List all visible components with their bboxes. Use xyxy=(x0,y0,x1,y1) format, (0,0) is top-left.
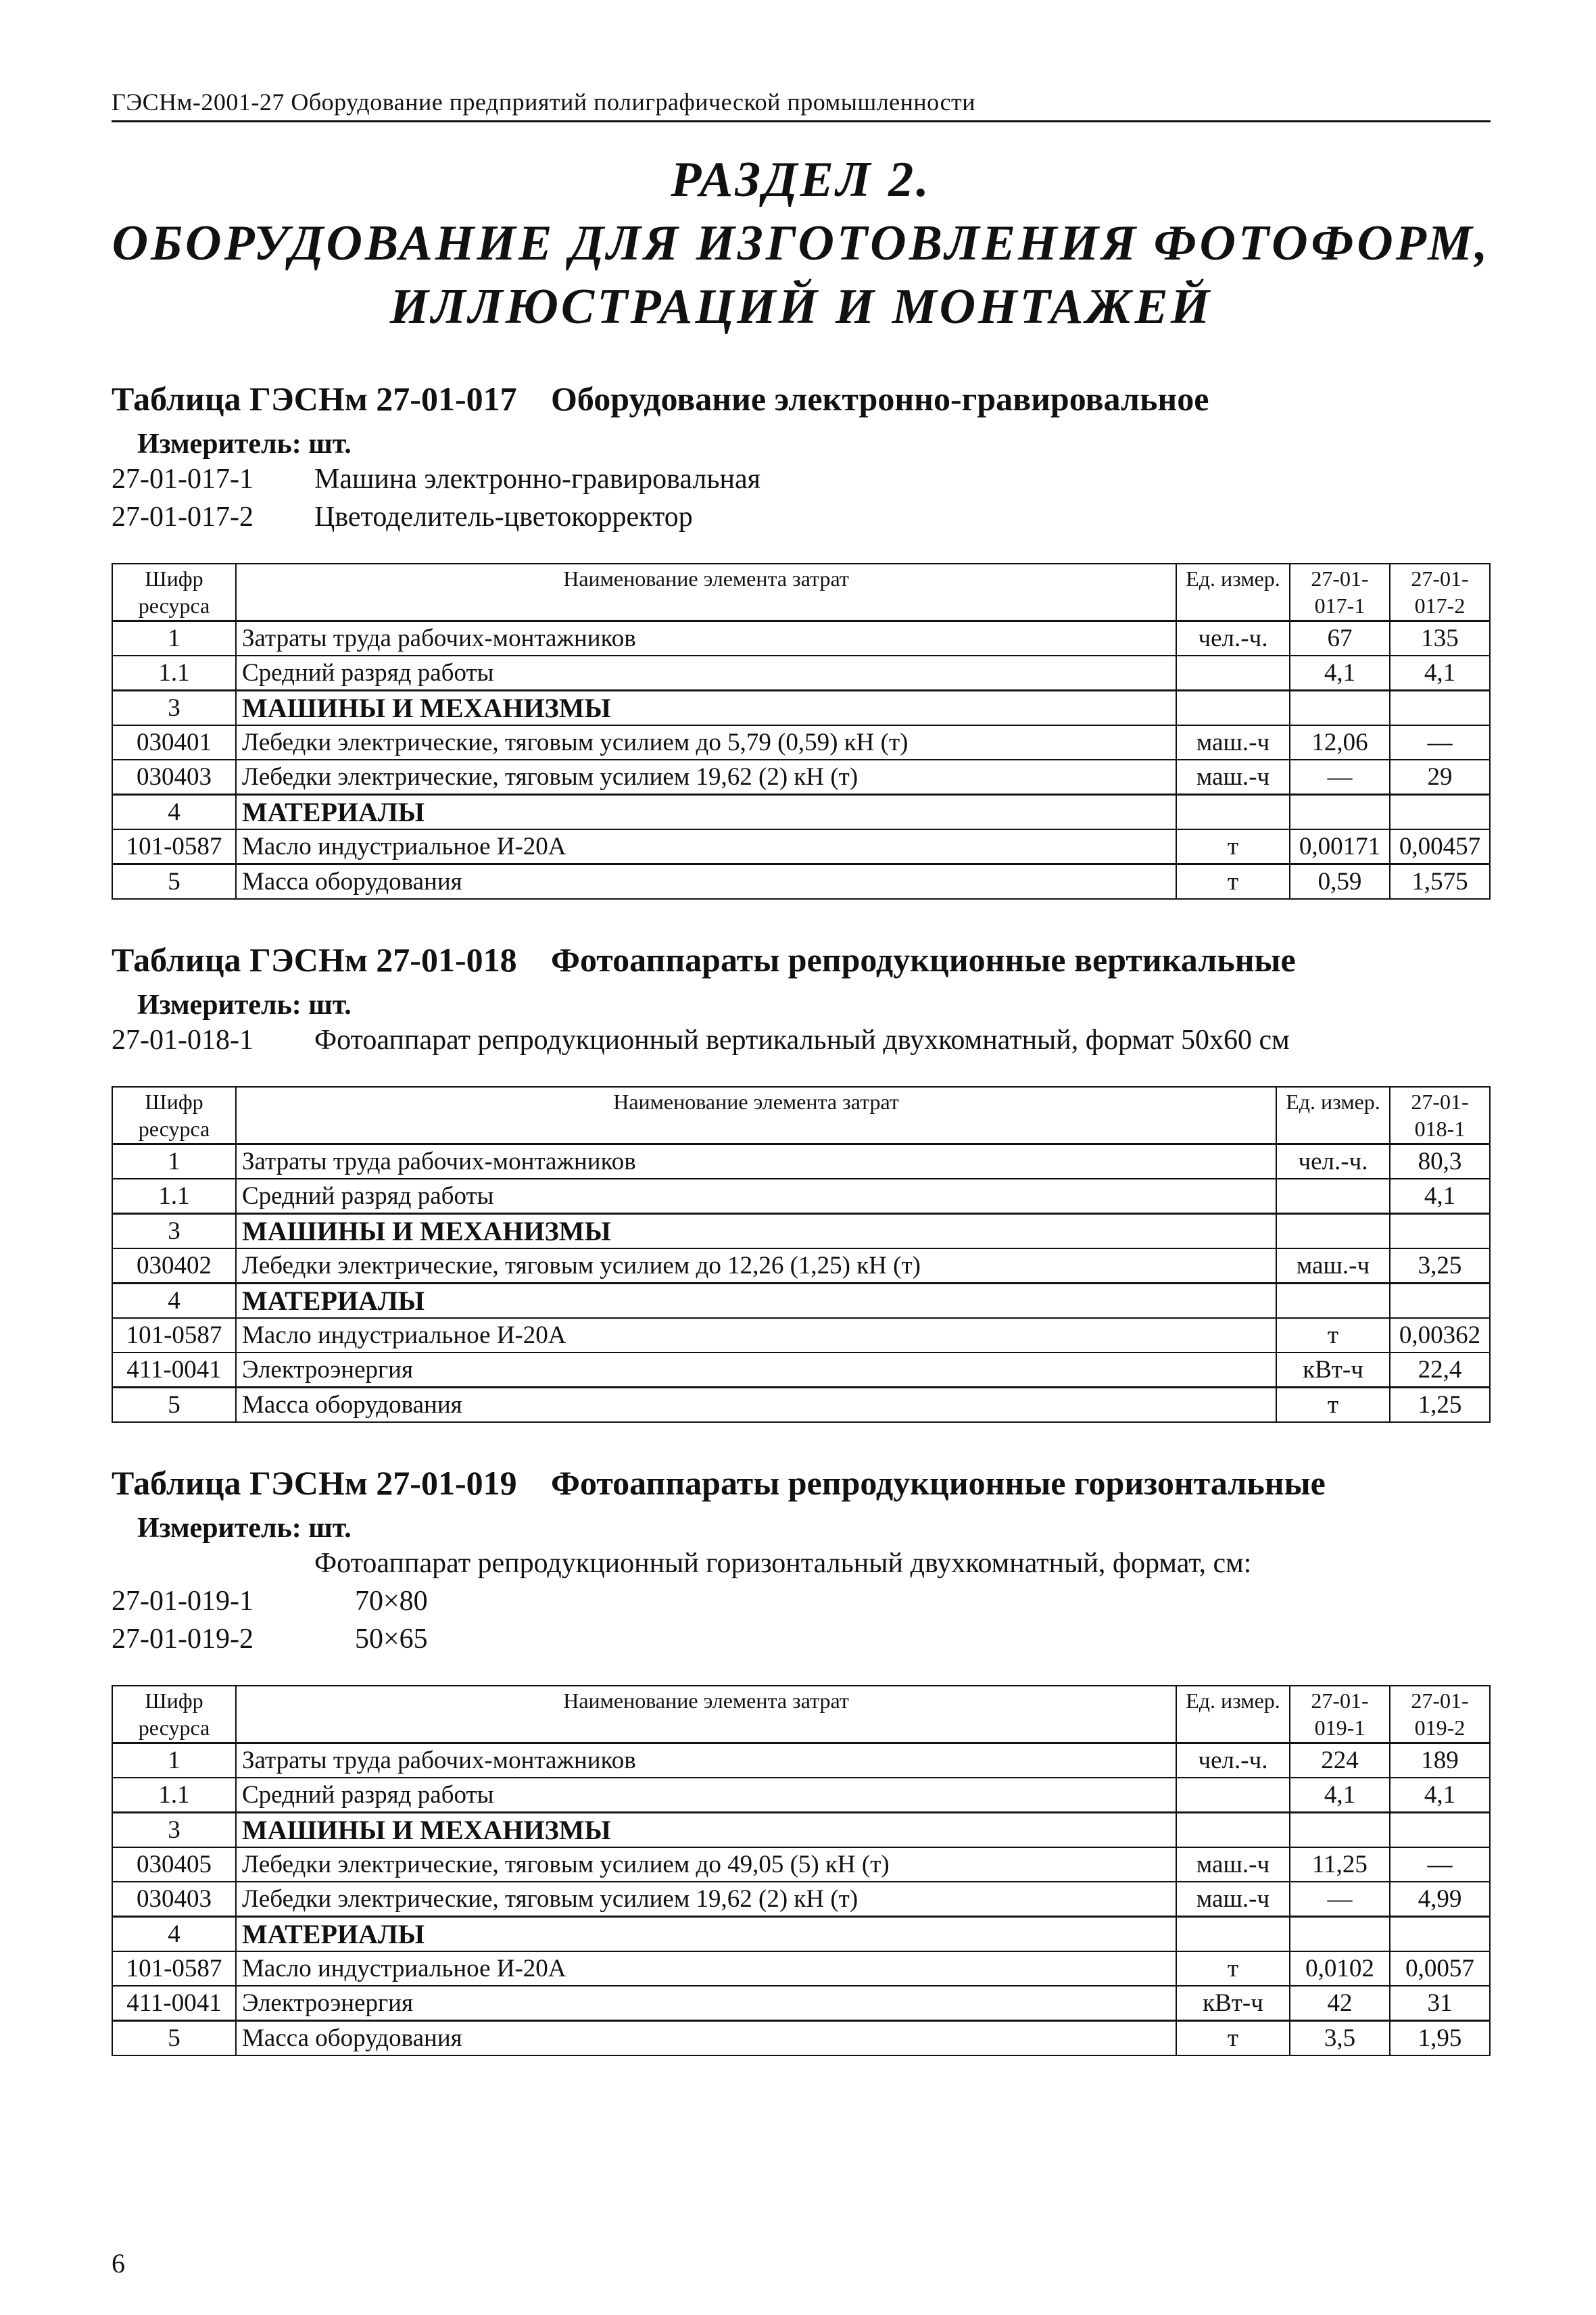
cell-name: МАШИНЫ И МЕХАНИЗМЫ xyxy=(236,691,1176,726)
cell-code: 3 xyxy=(112,691,236,726)
cell-value xyxy=(1390,1813,1490,1848)
cell-code: 3 xyxy=(112,1813,236,1848)
cell-code: 030403 xyxy=(112,760,236,795)
cell-code: 411-0041 xyxy=(112,1986,236,2021)
cell-value: 0,59 xyxy=(1290,864,1390,900)
cell-code: 4 xyxy=(112,795,236,830)
table-2-heading xyxy=(112,940,1491,979)
table-row xyxy=(112,1951,1490,1986)
cell-unit xyxy=(1276,1284,1390,1319)
table-1-item xyxy=(112,460,1491,498)
cell-name: Средний разряд работы xyxy=(236,656,1176,691)
cell-value: 189 xyxy=(1390,1743,1490,1778)
table-row xyxy=(112,1284,1490,1319)
cell-name: Средний разряд работы xyxy=(236,1778,1176,1813)
cell-value: 0,00457 xyxy=(1390,829,1490,864)
table-2 xyxy=(112,1086,1491,1423)
table-row xyxy=(112,1917,1490,1952)
table-1-item-text: Машина электронно-гравировальная xyxy=(314,464,760,495)
header-col-1: 27-01-018-1 xyxy=(1390,1087,1490,1144)
table-3 xyxy=(112,1685,1491,2056)
table-row xyxy=(112,656,1490,691)
table-row xyxy=(112,1179,1490,1214)
cell-unit xyxy=(1276,1179,1390,1214)
cell-value: — xyxy=(1390,725,1490,760)
table-1-item-code: 27-01-017-1 xyxy=(112,464,253,495)
cell-unit: кВт-ч xyxy=(1176,1986,1290,2021)
section-title-line-3: ИЛЛЮСТРАЦИЙ И МОНТАЖЕЙ xyxy=(389,279,1213,335)
document-page xyxy=(112,88,1491,2056)
header-col-1: 27-01-017-1 xyxy=(1290,564,1390,621)
table-1-code: Таблица ГЭСНм 27-01-017 xyxy=(112,380,517,418)
table-2-meter: Измеритель: шт. xyxy=(137,990,352,1021)
section-title-line-2: ОБОРУДОВАНИЕ ДЛЯ ИЗГОТОВЛЕНИЯ ФОТОФОРМ, xyxy=(112,216,1491,271)
cell-code: 5 xyxy=(112,1388,236,1423)
header-unit: Ед. измер. xyxy=(1176,564,1290,621)
table-1-heading xyxy=(112,379,1491,418)
header-col-2: 27-01-019-2 xyxy=(1390,1686,1490,1743)
cell-unit: кВт-ч xyxy=(1276,1353,1390,1388)
cell-name: Затраты труда рабочих-монтажников xyxy=(236,621,1176,656)
table-3-item xyxy=(112,1582,1491,1620)
table-row xyxy=(112,829,1490,864)
table-2-item xyxy=(112,1021,1491,1059)
table-row xyxy=(112,2021,1490,2056)
table-1-item-code: 27-01-017-2 xyxy=(112,502,253,533)
cell-value: 3,25 xyxy=(1390,1248,1490,1284)
header-code: Шифр ресурса xyxy=(112,1087,236,1144)
cell-code: 1 xyxy=(112,1144,236,1179)
cell-value: — xyxy=(1290,1882,1390,1917)
cell-value xyxy=(1390,1917,1490,1952)
table-row xyxy=(112,1813,1490,1848)
cell-unit xyxy=(1176,691,1290,726)
cell-value: 29 xyxy=(1390,760,1490,795)
cell-value: 135 xyxy=(1390,621,1490,656)
cell-unit: чел.-ч. xyxy=(1176,621,1290,656)
cell-name: МАТЕРИАЛЫ xyxy=(236,1284,1276,1319)
cell-name: МАШИНЫ И МЕХАНИЗМЫ xyxy=(236,1813,1176,1848)
cell-code: 1.1 xyxy=(112,1179,236,1214)
table-row xyxy=(112,1778,1490,1813)
cell-unit: т xyxy=(1176,829,1290,864)
cell-unit xyxy=(1176,656,1290,691)
cell-value xyxy=(1290,1917,1390,1952)
cell-name: Масло индустриальное И-20А xyxy=(236,1318,1276,1353)
cell-value: 22,4 xyxy=(1390,1353,1490,1388)
cell-unit: маш.-ч xyxy=(1276,1248,1390,1284)
page-number: 6 xyxy=(112,2248,125,2279)
header-col-2: 27-01-017-2 xyxy=(1390,564,1490,621)
cell-value: 80,3 xyxy=(1390,1144,1490,1179)
table-3-meter: Измеритель: шт. xyxy=(137,1513,352,1544)
cell-value xyxy=(1390,795,1490,830)
table-row xyxy=(112,1882,1490,1917)
table-3-item-code: 27-01-019-1 xyxy=(112,1586,253,1617)
cell-code: 1.1 xyxy=(112,656,236,691)
table-row xyxy=(112,760,1490,795)
cell-value: 11,25 xyxy=(1290,1847,1390,1882)
cell-unit xyxy=(1276,1214,1390,1249)
table-2-title: Фотоаппараты репродукционные вертикальные xyxy=(551,941,1296,979)
cell-value: 31 xyxy=(1390,1986,1490,2021)
cell-value: 4,99 xyxy=(1390,1882,1490,1917)
cell-unit: маш.-ч xyxy=(1176,760,1290,795)
cell-value: 1,575 xyxy=(1390,864,1490,900)
cell-unit: т xyxy=(1276,1318,1390,1353)
cell-unit xyxy=(1176,1917,1290,1952)
cell-name: Масса оборудования xyxy=(236,864,1176,900)
cell-value: 0,00362 xyxy=(1390,1318,1490,1353)
header-code: Шифр ресурса xyxy=(112,1686,236,1743)
cell-value: 4,1 xyxy=(1390,1778,1490,1813)
cell-unit: т xyxy=(1176,1951,1290,1986)
cell-value: 0,00171 xyxy=(1290,829,1390,864)
cell-value xyxy=(1290,1813,1390,1848)
cell-code: 4 xyxy=(112,1917,236,1952)
cell-code: 030403 xyxy=(112,1882,236,1917)
cell-unit: чел.-ч. xyxy=(1176,1743,1290,1778)
table-1-item xyxy=(112,498,1491,536)
table-1-meter: Измеритель: шт. xyxy=(137,429,352,460)
cell-name: Электроэнергия xyxy=(236,1986,1176,2021)
cell-value: 0,0057 xyxy=(1390,1951,1490,1986)
header-name: Наименование элемента затрат xyxy=(236,1686,1176,1743)
cell-value: — xyxy=(1390,1847,1490,1882)
cell-code: 5 xyxy=(112,864,236,900)
table-3-item-code: 27-01-019-2 xyxy=(112,1624,253,1655)
cell-value xyxy=(1390,1284,1490,1319)
cell-name: Средний разряд работы xyxy=(236,1179,1276,1214)
table-3-item-text: 70×80 xyxy=(355,1586,428,1617)
cell-name: Масло индустриальное И-20А xyxy=(236,829,1176,864)
cell-code: 1 xyxy=(112,621,236,656)
cell-name: Лебедки электрические, тяговым усилием до 12,26 (1,25) кН (т) xyxy=(236,1248,1276,1284)
cell-value: 4,1 xyxy=(1390,656,1490,691)
table-3-title: Фотоаппараты репродукционные горизонтальные xyxy=(551,1464,1326,1502)
cell-name: Лебедки электрические, тяговым усилием 19,62 (2) кН (т) xyxy=(236,1882,1176,1917)
cell-code: 1.1 xyxy=(112,1778,236,1813)
cell-unit xyxy=(1176,1813,1290,1848)
table-2-item-text: Фотоаппарат репродукционный вертикальный двухкомнатный, формат 50х60 см xyxy=(314,1025,1290,1056)
cell-value: 42 xyxy=(1290,1986,1390,2021)
cell-unit: маш.-ч xyxy=(1176,725,1290,760)
table-2-item-code: 27-01-018-1 xyxy=(112,1025,253,1056)
table-row xyxy=(112,1144,1490,1179)
cell-code: 4 xyxy=(112,1284,236,1319)
cell-name: Затраты труда рабочих-монтажников xyxy=(236,1743,1176,1778)
cell-value: 1,25 xyxy=(1390,1388,1490,1423)
cell-value: — xyxy=(1290,760,1390,795)
table-row xyxy=(112,691,1490,726)
table-1-title: Оборудование электронно-гравировальное xyxy=(551,380,1209,418)
table-3-item-text: 50×65 xyxy=(355,1624,428,1655)
cell-name: Лебедки электрические, тяговым усилием 19,62 (2) кН (т) xyxy=(236,760,1176,795)
cell-value: 0,0102 xyxy=(1290,1951,1390,1986)
table-row xyxy=(112,1743,1490,1778)
cell-name: МАТЕРИАЛЫ xyxy=(236,1917,1176,1952)
table-row xyxy=(112,1214,1490,1249)
cell-code: 101-0587 xyxy=(112,1318,236,1353)
table-3-heading xyxy=(112,1463,1491,1503)
header-unit: Ед. измер. xyxy=(1176,1686,1290,1743)
cell-unit: маш.-ч xyxy=(1176,1847,1290,1882)
cell-name: Масса оборудования xyxy=(236,2021,1176,2056)
table-3-note: Фотоаппарат репродукционный горизонтальный двухкомнатный, формат, см: xyxy=(314,1548,1252,1579)
cell-name: МАШИНЫ И МЕХАНИЗМЫ xyxy=(236,1214,1276,1249)
header-name: Наименование элемента затрат xyxy=(236,1087,1276,1144)
table-row xyxy=(112,795,1490,830)
cell-value xyxy=(1390,1214,1490,1249)
header-name: Наименование элемента затрат xyxy=(236,564,1176,621)
cell-unit: маш.-ч xyxy=(1176,1882,1290,1917)
cell-code: 1 xyxy=(112,1743,236,1778)
table-row xyxy=(112,1388,1490,1423)
cell-unit: т xyxy=(1276,1388,1390,1423)
cell-code: 5 xyxy=(112,2021,236,2056)
cell-value: 1,95 xyxy=(1390,2021,1490,2056)
cell-name: Лебедки электрические, тяговым усилием до 5,79 (0,59) кН (т) xyxy=(236,725,1176,760)
header-code: Шифр ресурса xyxy=(112,564,236,621)
cell-name: Масло индустриальное И-20А xyxy=(236,1951,1176,1986)
cell-name: Масса оборудования xyxy=(236,1388,1276,1423)
cell-name: Лебедки электрические, тяговым усилием до 49,05 (5) кН (т) xyxy=(236,1847,1176,1882)
cell-value: 67 xyxy=(1290,621,1390,656)
cell-code: 411-0041 xyxy=(112,1353,236,1388)
cell-value: 12,06 xyxy=(1290,725,1390,760)
table-row xyxy=(112,1318,1490,1353)
cell-unit: т xyxy=(1176,864,1290,900)
table-1 xyxy=(112,563,1491,900)
table-row xyxy=(112,1353,1490,1388)
running-head: ГЭСНм-2001-27 Оборудование предприятий полиграфической промышленности xyxy=(112,88,1491,122)
table-row xyxy=(112,621,1490,656)
header-unit: Ед. измер. xyxy=(1276,1087,1390,1144)
table-2-code: Таблица ГЭСНм 27-01-018 xyxy=(112,941,517,979)
table-row xyxy=(112,725,1490,760)
header-col-1: 27-01-019-1 xyxy=(1290,1686,1390,1743)
cell-code: 030402 xyxy=(112,1248,236,1284)
cell-value xyxy=(1290,795,1390,830)
cell-value xyxy=(1290,691,1390,726)
section-title xyxy=(112,148,1491,339)
cell-name: МАТЕРИАЛЫ xyxy=(236,795,1176,830)
cell-unit xyxy=(1176,1778,1290,1813)
cell-unit xyxy=(1176,795,1290,830)
cell-value: 4,1 xyxy=(1290,656,1390,691)
table-row xyxy=(112,1986,1490,2021)
table-row xyxy=(112,864,1490,900)
cell-value: 4,1 xyxy=(1290,1778,1390,1813)
cell-value: 4,1 xyxy=(1390,1179,1490,1214)
table-row xyxy=(112,1248,1490,1284)
table-3-code: Таблица ГЭСНм 27-01-019 xyxy=(112,1464,517,1502)
cell-code: 101-0587 xyxy=(112,829,236,864)
section-title-line-1: РАЗДЕЛ 2. xyxy=(671,152,932,208)
cell-code: 030405 xyxy=(112,1847,236,1882)
cell-unit: чел.-ч. xyxy=(1276,1144,1390,1179)
cell-unit: т xyxy=(1176,2021,1290,2056)
cell-code: 030401 xyxy=(112,725,236,760)
table-3-item xyxy=(112,1620,1491,1658)
cell-value: 224 xyxy=(1290,1743,1390,1778)
cell-value: 3,5 xyxy=(1290,2021,1390,2056)
table-row xyxy=(112,1847,1490,1882)
cell-value xyxy=(1390,691,1490,726)
cell-code: 101-0587 xyxy=(112,1951,236,1986)
cell-name: Электроэнергия xyxy=(236,1353,1276,1388)
cell-name: Затраты труда рабочих-монтажников xyxy=(236,1144,1276,1179)
cell-code: 3 xyxy=(112,1214,236,1249)
table-1-item-text: Цветоделитель-цветокорректор xyxy=(314,502,693,533)
